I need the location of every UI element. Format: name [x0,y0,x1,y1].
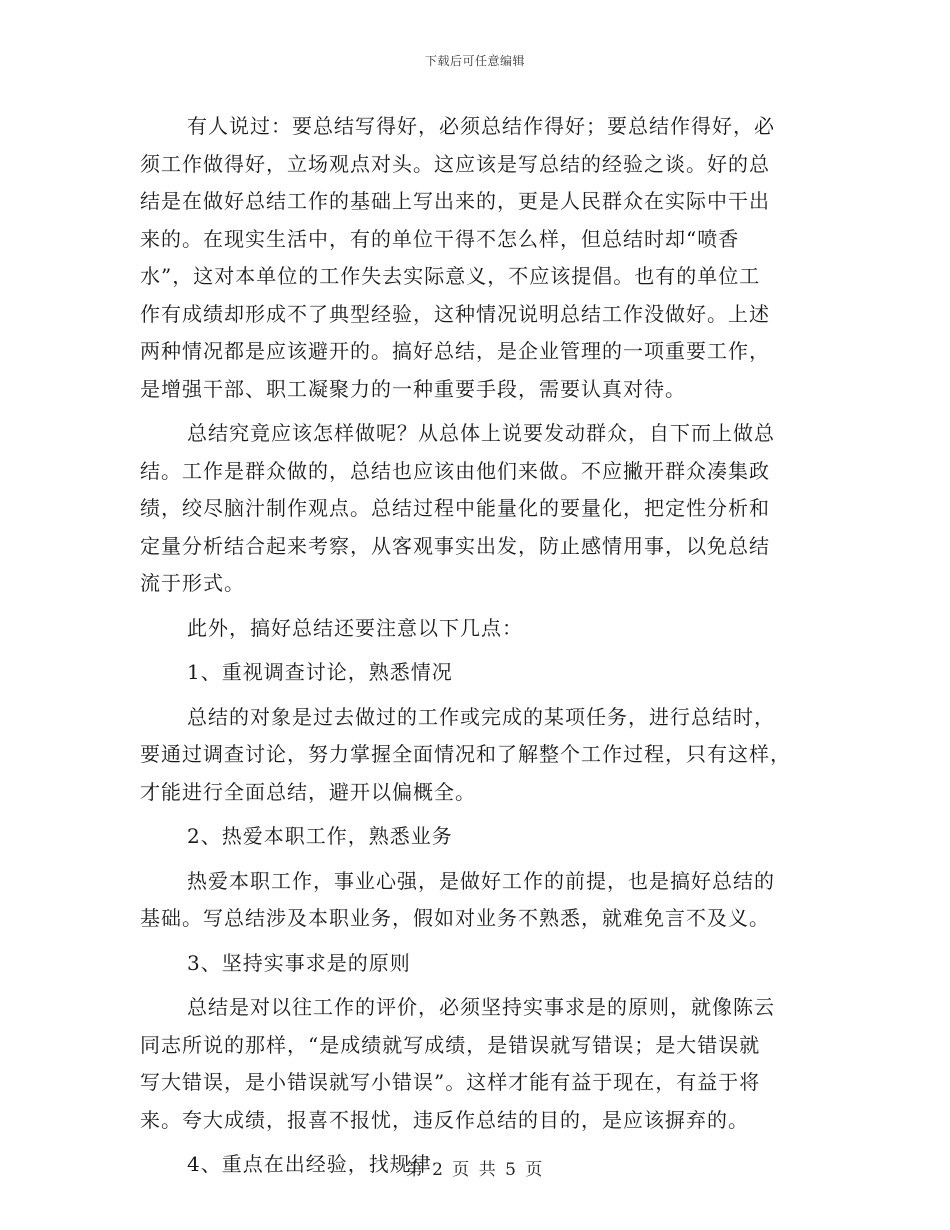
text-line: 作有成绩却形成不了典型经验，这种情况说明总结工作没做好。上述 [140,301,770,326]
text-line: 2、热爱本职工作，熟悉业务 [187,824,453,848]
text-line: 1、重视调查讨论，熟悉情况 [187,660,453,684]
text-line: 总结的对象是过去做过的工作或完成的某项任务，进行总结时， [187,704,775,729]
text-line: 热爱本职工作，事业心强，是做好工作的前提，也是搞好总结的 [187,868,775,893]
text-line: 写大错误，是小错误就写小错误”。这样才能有益于现在，有益于将 [140,1070,761,1094]
text-line: 来的。在现实生活中，有的单位干得不怎么样，但总结时却“喷香 [140,226,740,251]
text-line: 两种情况都是应该避开的。搞好总结，是企业管理的一项重要工作， [140,339,770,363]
text-line: 是增强干部、职工凝聚力的一种重要手段，需要认真对待。 [140,376,686,401]
page-header: 下载后可任意编辑 [424,54,525,68]
text-line: 要通过调查讨论，努力掌握全面情况和了解整个工作过程，只有这样， [140,742,791,766]
text-line: 流于形式。 [140,571,245,595]
text-line: 3、坚持实事求是的原则 [187,950,411,975]
text-line: 结是在做好总结工作的基础上写出来的，更是人民群众在实际中干出 [140,189,770,213]
page-footer: 第 2 页 共 5 页 [405,1160,545,1180]
text-line: 基础。写总结涉及本职业务，假如对业务不熟悉，就难免言不及义。 [140,906,770,930]
text-line: 才能进行全面总结，避开以偏概全。 [140,779,476,804]
text-line: 同志所说的那样，“是成绩就写成绩，是错误就写错误；是大错误就 [140,1032,761,1057]
document-body [140,108,804,1184]
text-line: 结。工作是群众做的，总结也应该由他们来做。不应撇开群众凑集政 [140,458,770,483]
text-line: 总结是对以往工作的评价，必须坚持实事求是的原则，就像陈云 [187,995,775,1019]
text-line: 须工作做得好，立场观点对头。这应该是写总结的经验之谈。好的总 [140,151,770,176]
text-line: 绩，绞尽脑汁制作观点。总结过程中能量化的要量化，把定性分析和 [140,496,770,520]
text-line: 此外，搞好总结还要注意以下几点： [187,615,523,640]
text-line: 来。夸大成绩，报喜不报忧，违反作总结的目的，是应该摒弃的。 [140,1107,749,1132]
text-line: 总结究竟应该怎样做呢？从总体上说要发动群众，自下而上做总 [187,421,775,445]
text-line: 定量分析结合起来考察，从客观事实出发，防止感情用事，以免总结 [140,533,770,558]
text-line: 有人说过：要总结写得好，必须总结作得好；要总结作得好，必 [187,114,775,138]
text-line: 4、重点在出经验，找规律 [187,1152,432,1176]
text-line: 水”，这对本单位的工作失去实际意义，不应该提倡。也有的单位工 [140,264,761,288]
